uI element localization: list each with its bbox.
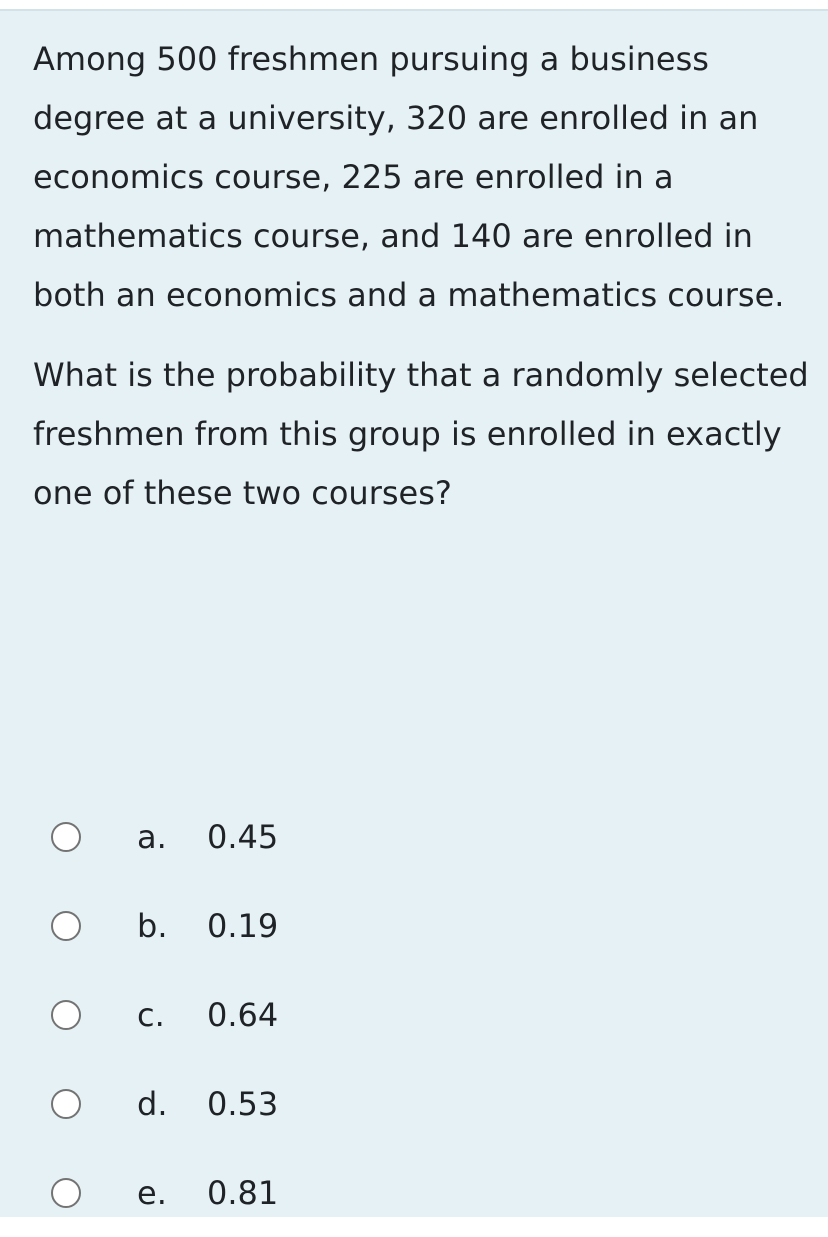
option-d[interactable] bbox=[51, 1059, 751, 1148]
option-a-value: 0.45 bbox=[207, 817, 279, 856]
option-b-letter: b. bbox=[137, 906, 168, 945]
option-b-value: 0.19 bbox=[207, 906, 279, 945]
answer-options bbox=[51, 792, 751, 1237]
question-text bbox=[33, 30, 823, 523]
option-d-letter: d. bbox=[137, 1084, 168, 1123]
option-a[interactable] bbox=[51, 792, 751, 881]
option-d-value: 0.53 bbox=[207, 1084, 279, 1123]
radio-button-a[interactable] bbox=[51, 822, 81, 852]
radio-button-d[interactable] bbox=[51, 1089, 81, 1119]
option-e[interactable] bbox=[51, 1148, 751, 1237]
option-e-letter: e. bbox=[137, 1173, 167, 1212]
radio-button-e[interactable] bbox=[51, 1178, 81, 1208]
option-a-letter: a. bbox=[137, 817, 167, 856]
option-b[interactable] bbox=[51, 881, 751, 970]
option-c-value: 0.64 bbox=[207, 995, 279, 1034]
question-prompt: What is the probability that a randomly selected freshmen from this group is enrolled in exactly one of these two courses? bbox=[33, 356, 809, 512]
question-panel bbox=[0, 9, 828, 1217]
option-c-letter: c. bbox=[137, 995, 165, 1034]
option-e-value: 0.81 bbox=[207, 1173, 279, 1212]
option-c[interactable] bbox=[51, 970, 751, 1059]
radio-button-b[interactable] bbox=[51, 911, 81, 941]
question-context: Among 500 freshmen pursuing a business degree at a university, 320 are enrolled in an economics course, 225 are enrolled in a mathematics course, and 140 are enrolled in both an economics and a mathematics course. bbox=[33, 40, 785, 314]
radio-button-c[interactable] bbox=[51, 1000, 81, 1030]
